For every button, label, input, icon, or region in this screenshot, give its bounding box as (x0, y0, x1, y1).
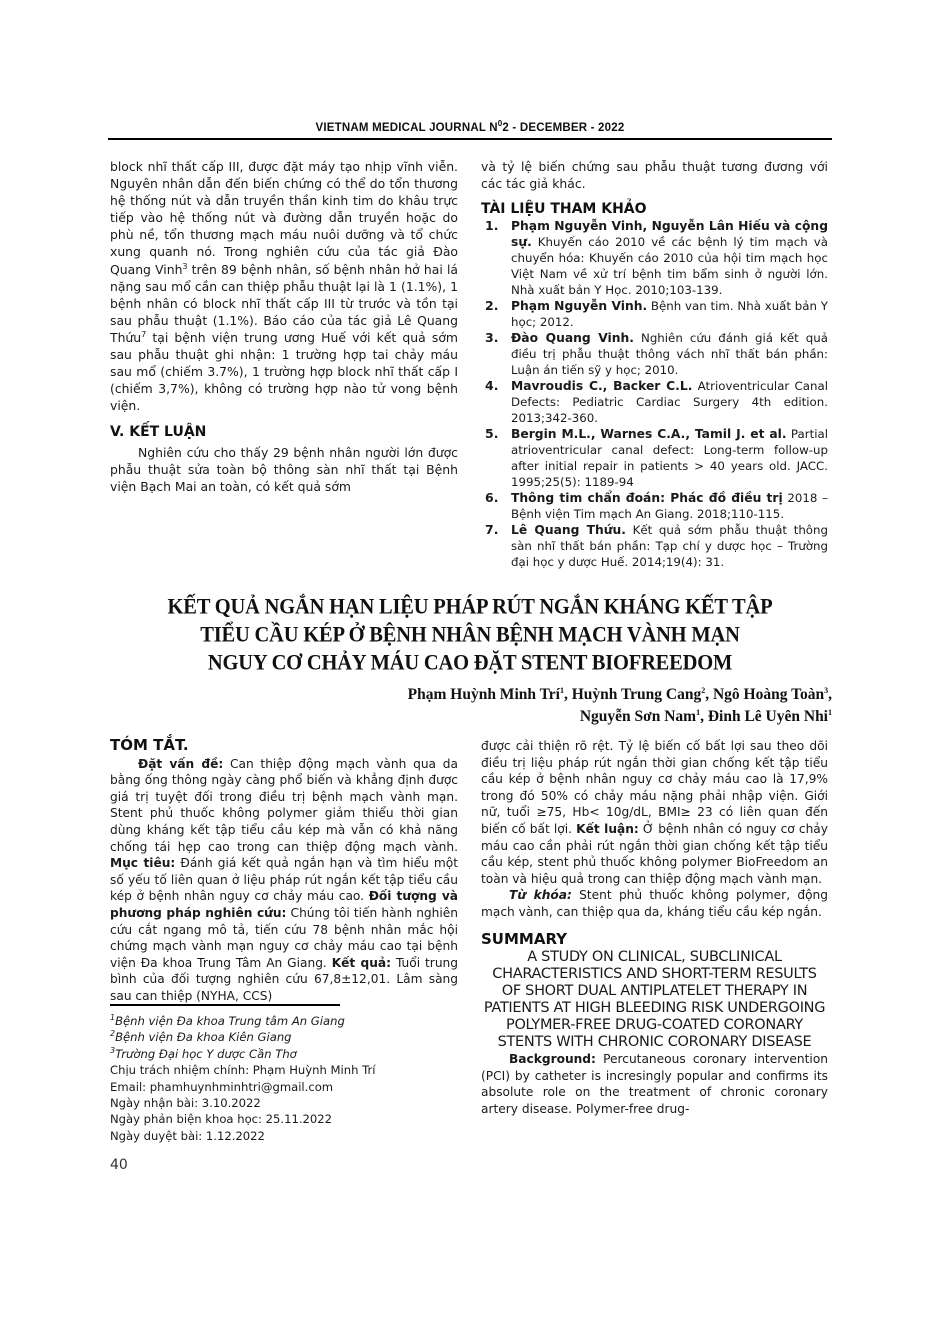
conclusion-continued: và tỷ lệ biến chứng sau phẫu thuật tương đương với các tác giả khác. (481, 159, 828, 192)
prev-article-left-column (110, 158, 458, 495)
date-approved: Ngày duyệt bài: 1.12.2022 (110, 1128, 265, 1143)
reference-item: 2. Phạm Nguyễn Vinh. Bệnh van tim. Nhà xuất bản Y học; 2012. (485, 298, 828, 330)
abstract-paragraph: Đặt vấn đề: Can thiệp động mạch vành qua da bằng ống thông ngày càng phổ biến và khẳng định được giá trị tuyệt đối trong điều trị bệnh mạch vành mạn. Stent phủ thuốc không polymer giảm thiểu thời gian dùng kháng kết tập tiểu cầu kép mà vẫn có khả năng chống tái hẹp cao trong can thiệp động mạch vành. Mục tiêu: Đánh giá kết quả ngắn hạn và tìm hiểu một số yếu tố liên quan ở liệu pháp rút ngắn kết tập tiểu cầu kép ở bệnh nhân nguy cơ chảy máu cao. Đối tượng và phương pháp nghiên cứu: Chúng tôi tiến hành nghiên cứu cắt ngang mô tả, tiến cứu 78 bệnh nhân mắc hội chứng mạch vành mạn nguy cơ chảy máu cao tại bệnh viện Đa khoa Trung Tâm An Giang. Kết quả: Tuổi trung bình của đối tượng nghiên cứu 67,8±12,01. Lâm sàng sau can thiệp (NYHA, CCS) (110, 756, 459, 1003)
reference-item: 5. Bergin M.L., Warnes C.A., Tamil J. et al. Partial atrioventricular canal defect: Long-term follow-up after initial repair in patients > 40 years old. JACC. 1995;25(5): 1189-94 (485, 426, 828, 490)
abstract-paragraph-continued: được cải thiện rõ rệt. Tỷ lệ biến cố bất lợi sau theo dõi điều trị liệu pháp rút ngắn thời gian chống kết tập tiểu cầu kép ở bệnh nhân nguy cơ chảy máu cao là 17,9% trong đó 50% có chảy máu nặng phải nhập viện. Giới nữ, tuổi ≥75, Hb< 10g/dL, BMI≥ 23 có liên quan đến biến cố bất lợi. Kết luận: Ở bệnh nhân có nguy cơ chảy máu cao cần phải rút ngắn thời gian chống kết tập tiểu cầu kép, stent phủ thuốc không polymer BioFreedom an toàn và hiệu quả trong can thiệp động mạch vành mạn. (481, 739, 828, 886)
summary-paragraph: Background: Percutaneous coronary intervention (PCI) by catheter is incresingly popular and confirms its absolute role on the treatment of chronic coronary artery disease. Polymer-free drug- (481, 1052, 828, 1116)
reference-item: 6. Thông tim chẩn đoán: Phác đồ điều trị 2018 – Bệnh viện Tim mạch An Giang. 2018;110-115. (485, 490, 828, 522)
author-name: Huỳnh Trung Cang (571, 686, 702, 703)
reference-item: 7. Lê Quang Thứu. Kết quả sớm phẫu thuật thông sàn nhĩ thất bán phần: Tạp chí y dược học – Trường đại học y dược Huế. 2014;19(4): 31. (485, 522, 828, 570)
page-number: 40 (110, 1157, 128, 1173)
date-received: Ngày nhận bài: 3.10.2022 (110, 1096, 261, 1111)
affiliation-2: $^2$Bệnh viện Đa khoa Kiên Giang (110, 1029, 292, 1045)
email: Email: phamhuynhminhtri@gmail.com (110, 1079, 334, 1094)
date-reviewed: Ngày phản biện khoa học: 25.11.2022 (110, 1112, 333, 1127)
abstract-left-column (110, 737, 458, 1005)
summary-heading: SUMMARY (481, 929, 568, 948)
reference-item: 3. Đào Quang Vinh. Nghiên cứu đánh giá kết quả điều trị phẫu thuật thông vách nhĩ thất bán phần: Luận án tiến sỹ y học; 2010. (485, 330, 828, 378)
abstract-right-column (481, 738, 828, 1118)
affiliation-3: $^3$Trường Đại học Y dược Cần Thơ (110, 1045, 297, 1061)
issue-number-sup: 0 (497, 119, 503, 129)
reference-item: 4. Mavroudis C., Backer C.L. Atrioventricular Canal Defects: Pediatric Cardiac Surgery 4th edition. 2013;342-360. (485, 378, 829, 426)
journal-issue-date: 2 - DECEMBER - 2022 (502, 122, 625, 134)
author-name: Đinh Lê Uyên Nhi (707, 708, 828, 725)
article-authors: Phạm Huỳnh Minh Trí$^1$, Huỳnh Trung Cang$^2$, Ngô Hoàng Toàn$^3$, Nguyễn Sơn Nam$^1$, Đinh Lê Uyên Nhi$^1$ (407, 685, 832, 725)
author-name: Phạm Huỳnh Minh Trí (407, 686, 560, 703)
abstract-heading: TÓM TẮT. (110, 736, 189, 754)
author-name: Ngô Hoàng Toàn (712, 686, 825, 703)
journal-name: VIETNAM MEDICAL JOURNAL N (315, 122, 498, 134)
discussion-paragraph: block nhĩ thất cấp III, được đặt máy tạo nhịp vĩnh viễn. Nguyên nhân dẫn đến biến chứng có thể do tổn thương hệ thống nút và dẫn truyền thần kinh tim do khâu trực tiếp vào hệ thống nút và đường dẫn truyền hoặc do phù nề, tổn thương mạch máu nuôi dưỡng và tổ chức xung quanh nó. Trong nghiên cứu của tác giả Đào Quang Vinh$^3$ trên 89 bệnh nhân, số bệnh nhân hở hai lá nặng sau mổ cần can thiệp phẫu thuật lại là 1 (1.1%), 1 bệnh nhân có block nhĩ thất cấp III từ trước và tồn tại sau phẫu thuật (1.1%). Báo cáo của tác giả Lê Quang Thứu$^7$ tại bệnh viện trung ương Huế với kết quả sớm sau phẫu thuật ghi nhận: 1 trường hợp tai chảy máu sau mổ (chiếm 3.7%), 1 trường hợp block nhĩ thất cấp I (chiếm 3,7%), không có trường hợp nào tử vong bệnh viện. (110, 159, 458, 414)
references-list (481, 218, 828, 570)
conclusion-paragraph: Nghiên cứu cho thấy 29 bệnh nhân người lớn được phẫu thuật sửa toàn bộ thông sàn nhĩ thất tại Bệnh viện Bạch Mai an toàn, có kết quả sớm (110, 444, 458, 494)
conclusion-heading: V. KẾT LUẬN (110, 424, 207, 441)
footnotes (110, 1013, 375, 1144)
footnote-rule (110, 1004, 340, 1006)
journal-header (108, 119, 832, 134)
article-title: KẾT QUẢ NGẮN HẠN LIỆU PHÁP RÚT NGẮN KHÁNG KẾT TẬP TIỂU CẦU KÉP Ở BỆNH NHÂN BỆNH MẠCH VÀNH MẠN NGUY CƠ CHẢY MÁU CAO ĐẶT STENT BIOFREEDOM (167, 595, 773, 675)
reference-item: 1. Phạm Nguyễn Vinh, Nguyễn Lân Hiếu và cộng sự. Khuyến cáo 2010 về các bệnh lý tim mạch và chuyển hóa: Khuyến cáo 2010 của hội tim mạch học Việt Nam về xử trí bệnh tim bẩm sinh ở người lớn. Nhà xuất bản Y Học. 2010;103-139. (485, 218, 828, 298)
references-heading: TÀI LIỆU THAM KHẢO (481, 201, 647, 218)
author-name: Nguyễn Sơn Nam (579, 708, 697, 725)
summary-title: A STUDY ON CLINICAL, SUBCLINICAL CHARACTERISTICS AND SHORT-TERM RESULTS OF SHORT DUAL ANTIPLATELET THERAPY IN PATIENTS AT HIGH BLEEDING RISK UNDERGOING POLYMER-FREE DRUG-COATED CORONARY STENTS WITH CHRONIC CORONARY DISEASE (483, 949, 826, 1051)
header-rule (108, 138, 832, 140)
affiliation-1: $^1$Bệnh viện Đa khoa Trung tâm An Giang (110, 1013, 345, 1028)
keywords: Từ khóa: Stent phủ thuốc không polymer, động mạch vành, can thiệp qua da, kháng tiểu cầu kép ngắn. (481, 888, 828, 919)
corresponding-author: Chịu trách nhiệm chính: Phạm Huỳnh Minh Trí (110, 1063, 376, 1078)
prev-article-right-column (481, 158, 828, 570)
